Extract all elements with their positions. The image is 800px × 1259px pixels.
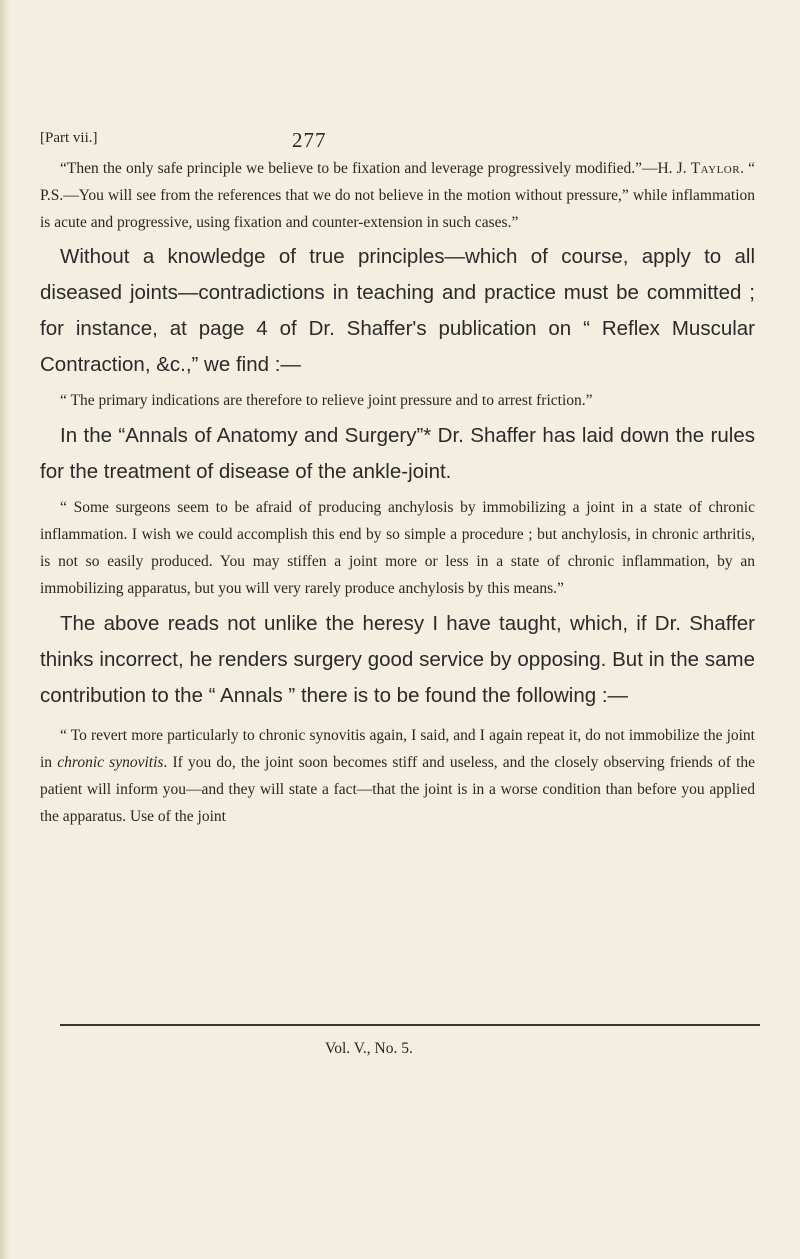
quote-taylor-author: Taylor [690,160,741,177]
quote-synovitis [40,722,755,830]
quote-synovitis-part-2: . If you do, the joint soon becomes stiff and useless, and the closely observing friends of the patient will inform you—and they will state a fact—that the joint is in a worse condition than before you applied the apparatus. Use of the joint [40,754,756,825]
quote-taylor-part-2: . “ P.S.—You will see from the references that we do not believe in the motion without pressure,” while inflammation is acute and progressive, using fixation and counter-extension in such cases.” [40,160,755,231]
signature-mark: Vol. V., No. 5. [325,1040,413,1057]
page-binding-edge [0,0,10,1259]
body-paragraph-principles: Without a knowledge of true principles—which of course, apply to all diseased joints—contradictions in teaching and practice must be committed ; for instance, at page 4 of Dr. Shaffer's publication on “ Reflex Muscular Contraction, &c.,” we find :— [40,245,755,376]
running-header: [Part vii.] [40,130,98,146]
body-paragraph-annals: In the “Annals of Anatomy and Surgery”* Dr. Shaffer has laid down the rules for the treatment of disease of the ankle-joint. [40,424,755,483]
page-body [40,155,755,830]
quote-taylor [40,155,755,236]
body-paragraph-heresy: The above reads not unlike the heresy I have taught, which, if Dr. Shaffer thinks incorrect, he renders surgery good service by opposing. But in the same contribution to the “ Annals ” there is to be found the following :— [40,612,755,707]
quote-anchylosis: “ Some surgeons seem to be afraid of producing anchylosis by immobilizing a joint in a state of chronic inflammation. I wish we could accomplish this end by so simple a procedure ; but anchylosis, in chronic arthritis, is not so easily produced. You may stiffen a joint more or less in a state of chronic inflammation, by an immobilizing apparatus, but you will very rarely produce anchylosis by this means.” [40,499,755,597]
quote-primary-indications: “ The primary indications are therefore to relieve joint pressure and to arrest friction.” [60,392,593,409]
footer-rule [60,1024,760,1026]
page-number: 277 [292,128,327,152]
quote-taylor-part-1: “Then the only safe principle we believe to be fixation and leverage progressively modified.”—H. J. [60,160,691,177]
quote-synovitis-part-1: “ To revert more particularly to chronic synovitis again, I said, and I again repeat it, do not immobilize the joint in [40,727,755,771]
quote-synovitis-emphasis: chronic synovitis [57,754,164,771]
